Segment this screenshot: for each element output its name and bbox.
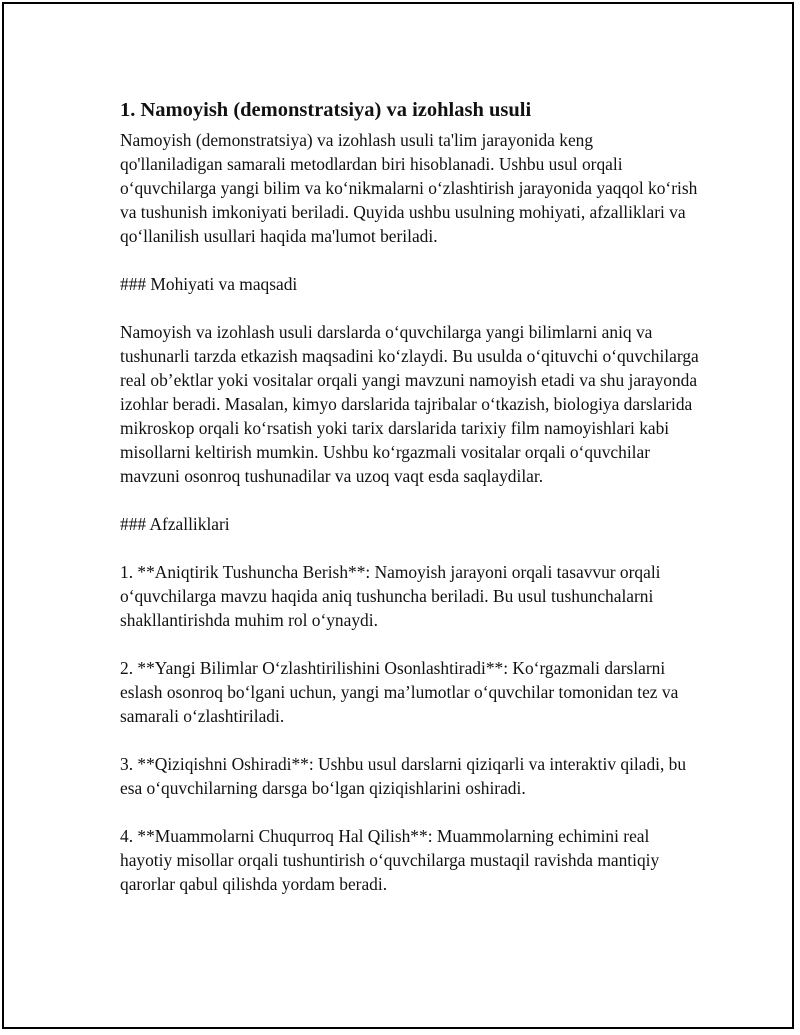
advantage-item-1: 1. **Aniqtirik Tushuncha Berish**: Namoyish jarayoni orqali tasavvur orqali o‘quvchilarga mavzu haqida aniq tushuncha beriladi. Bu usul tushunchalarni shakllantirishda muhim rol o‘ynaydi. — [120, 562, 661, 630]
document-content — [120, 96, 700, 920]
document-page — [2, 2, 794, 1029]
advantage-item-4: 4. **Muammolarni Chuqurroq Hal Qilish**: Muammolarning echimini real hayotiy misollar orqali tushuntirish o‘quvchilarga mustaqil ravishda mantiqiy qarorlar qabul qilishda yordam beradi. — [120, 826, 660, 894]
document-title: 1. Namoyish (demonstratsiya) va izohlash usuli — [120, 99, 532, 121]
section-heading-mohiyati: ### Mohiyati va maqsadi — [120, 274, 298, 294]
advantage-item-2: 2. **Yangi Bilimlar O‘zlashtirilishini Osonlashtiradi**: Ko‘rgazmali darslarni eslash osonroq bo‘lgani uchun, yangi ma’lumotlar o‘quvchilar tomonidan tez va samarali o‘zlashtiriladi. — [120, 658, 679, 726]
advantage-item-3: 3. **Qiziqishni Oshiradi**: Ushbu usul darslarni qiziqarli va interaktiv qiladi, bu esa o‘quvchilarning darsga bo‘lgan qiziqishlarini oshiradi. — [120, 754, 687, 798]
mohiyati-paragraph: Namoyish va izohlash usuli darslarda o‘quvchilarga yangi bilimlarni aniq va tushunarli tarzda etkazish maqsadini ko‘zlaydi. Bu usulda o‘qituvchi o‘quvchilarga real ob’ektlar yoki vositalar orqali yangi mavzuni namoyish etadi va shu jarayonda izohlar beradi. Masalan, kimyo darslarida tajribalar o‘tkazish, biologiya darslarida mikroskop orqali ko‘rsatish yoki tarix darslarida tarixiy film namoyishlari kabi misollarni keltirish mumkin. Ushbu ko‘rgazmali vositalar orqali o‘quvchilar mavzuni osonroq tushunadilar va uzoq vaqt esda saqlaydilar. — [120, 322, 699, 486]
section-heading-afzalliklari: ### Afzalliklari — [120, 514, 230, 534]
intro-paragraph: Namoyish (demonstratsiya) va izohlash usuli ta'lim jarayonida keng qo'llaniladigan samarali metodlardan biri hisoblanadi. Ushbu usul orqali o‘quvchilarga yangi bilim va ko‘nikmalarni o‘zlashtirish jarayonida yaqqol ko‘rish va tushunish imkoniyati beriladi. Quyida ushbu usulning mohiyati, afzalliklari va qo‘llanilish usullari haqida ma'lumot beriladi. — [120, 130, 698, 246]
